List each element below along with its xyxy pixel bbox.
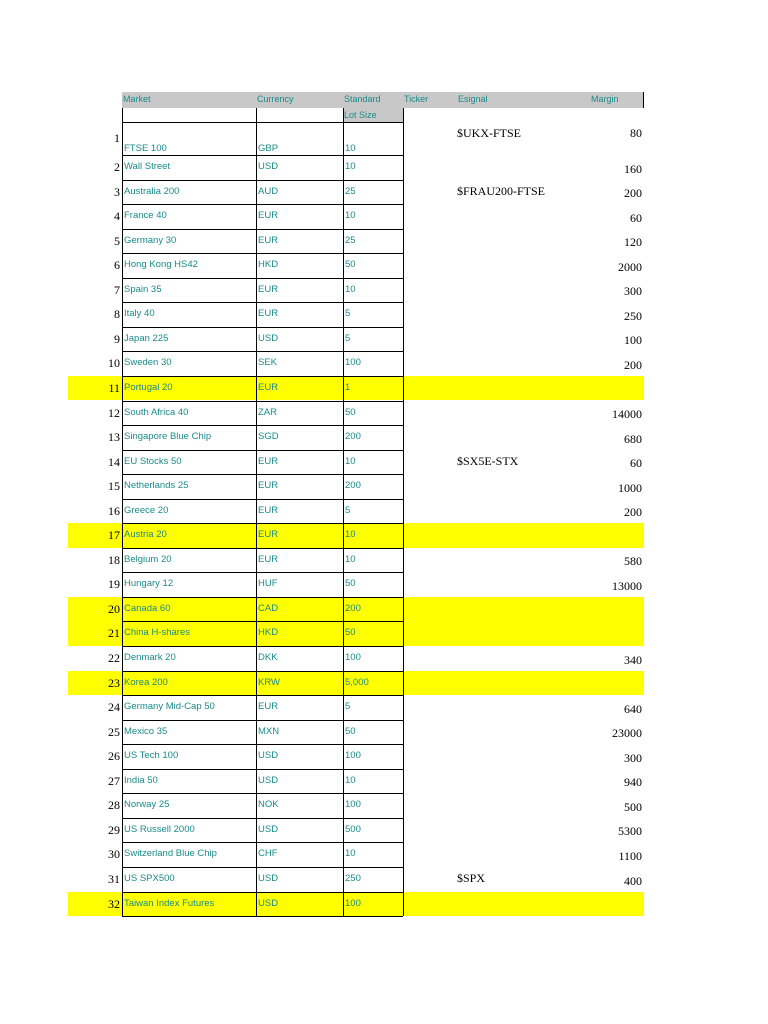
grid-horizontal-line (122, 499, 403, 500)
grid-horizontal-line (122, 425, 403, 426)
market-cell[interactable]: US Russell 2000 (124, 823, 195, 835)
market-cell[interactable]: Italy 40 (124, 308, 155, 320)
row-number[interactable]: 8 (114, 307, 120, 322)
grid-horizontal-line (122, 180, 403, 181)
currency-cell[interactable]: EUR (258, 553, 279, 565)
grid-horizontal-line (122, 842, 403, 843)
esignal-cell[interactable]: $FRAU200-FTSE (457, 183, 546, 198)
margin-cell[interactable]: 1000 (618, 480, 642, 495)
margin-cell[interactable]: 60 (630, 456, 642, 471)
currency-cell[interactable]: USD (258, 332, 279, 344)
market-cell[interactable]: Hungary 12 (124, 578, 174, 590)
grid-horizontal-line (122, 327, 403, 328)
lot-size-cell[interactable]: 10 (345, 161, 356, 172)
lot-size-cell[interactable]: 100 (345, 357, 361, 369)
row-number[interactable]: 17 (108, 528, 120, 543)
lot-size-cell[interactable]: 50 (345, 627, 356, 639)
market-cell[interactable]: Switzerland Blue Chip (124, 848, 217, 860)
grid-horizontal-line (122, 671, 403, 672)
row-number[interactable]: 2 (114, 160, 120, 174)
market-cell[interactable]: Portugal 20 (124, 381, 173, 393)
margin-cell[interactable]: 580 (624, 554, 642, 569)
market-cell[interactable]: India 50 (124, 774, 158, 786)
market-cell[interactable]: Austria 20 (124, 529, 167, 541)
row-number[interactable]: 13 (108, 430, 120, 445)
lot-size-cell[interactable]: 100 (345, 799, 361, 811)
row-number[interactable]: 24 (108, 700, 120, 715)
market-cell[interactable]: South Africa 40 (124, 406, 189, 418)
esignal-cell[interactable]: $SPX (457, 870, 486, 885)
lot-size-cell[interactable]: 10 (345, 848, 356, 860)
currency-cell[interactable]: EUR (258, 480, 279, 492)
market-cell[interactable]: EU Stocks 50 (124, 455, 182, 467)
lot-size-cell[interactable]: 500 (345, 823, 361, 835)
lot-size-cell[interactable]: 10 (345, 553, 356, 565)
market-cell[interactable]: Belgium 20 (124, 553, 172, 565)
row-number[interactable]: 21 (108, 626, 120, 641)
row-number[interactable]: 11 (108, 380, 120, 395)
esignal-cell[interactable]: $UKX-FTSE (457, 126, 522, 140)
grid-horizontal-line (122, 646, 403, 647)
market-cell[interactable]: Spain 35 (124, 283, 162, 295)
lot-size-cell[interactable]: 10 (345, 774, 356, 786)
currency-cell[interactable]: USD (258, 823, 279, 835)
row-number[interactable]: 9 (114, 331, 120, 346)
margin-cell[interactable]: 200 (624, 505, 642, 520)
market-cell[interactable]: Sweden 30 (124, 357, 172, 369)
margin-cell[interactable]: 300 (624, 750, 642, 765)
margin-cell[interactable]: 5300 (618, 824, 642, 839)
currency-cell[interactable]: GBP (258, 143, 279, 151)
row-number[interactable]: 23 (108, 675, 120, 690)
row-number[interactable]: 27 (108, 773, 120, 788)
row-number[interactable]: 18 (108, 552, 120, 567)
currency-cell[interactable]: HKD (258, 259, 279, 271)
lot-size-cell[interactable]: 5 (345, 308, 351, 320)
currency-cell[interactable]: EUR (258, 210, 279, 222)
margin-cell[interactable]: 640 (624, 701, 642, 716)
market-cell[interactable]: Japan 225 (124, 332, 169, 344)
lot-size-cell[interactable]: 200 (345, 602, 361, 614)
currency-cell[interactable]: HUF (258, 578, 278, 590)
grid-horizontal-line (122, 155, 403, 156)
lot-size-cell[interactable]: 25 (345, 185, 356, 197)
lot-size-cell[interactable]: 10 (345, 283, 356, 295)
row-number[interactable]: 15 (108, 479, 120, 494)
currency-cell[interactable]: EUR (258, 701, 279, 713)
market-cell[interactable]: Canada 60 (124, 602, 171, 614)
lot-size-cell[interactable]: 10 (345, 143, 356, 151)
margin-cell[interactable]: 14000 (612, 407, 642, 422)
lot-size-cell[interactable]: 1 (345, 381, 351, 393)
margin-cell[interactable]: 300 (624, 284, 642, 299)
row-number[interactable]: 30 (108, 847, 120, 862)
lot-size-cell[interactable]: 5 (345, 701, 351, 713)
row-number[interactable]: 32 (108, 896, 120, 911)
currency-cell[interactable]: KRW (258, 676, 280, 688)
market-cell[interactable]: Germany 30 (124, 234, 177, 246)
margin-cell[interactable]: 1100 (618, 848, 642, 863)
market-cell[interactable]: Mexico 35 (124, 725, 168, 737)
grid-horizontal-line (122, 474, 403, 475)
lot-size-cell[interactable]: 200 (345, 431, 361, 443)
lot-size-cell[interactable]: 50 (345, 406, 356, 418)
row-number[interactable]: 22 (108, 651, 120, 665)
market-cell[interactable]: Hong Kong HS42 (124, 259, 198, 271)
grid-horizontal-line (122, 867, 403, 868)
grid-horizontal-line (122, 621, 403, 622)
row-number[interactable]: 16 (108, 503, 120, 518)
currency-cell[interactable]: EUR (258, 455, 279, 467)
header-currency[interactable]: Currency (257, 94, 294, 104)
row-number[interactable]: 20 (108, 601, 120, 616)
currency-cell[interactable]: EUR (258, 529, 279, 541)
market-cell[interactable]: Korea 200 (124, 676, 168, 688)
market-cell[interactable]: US Tech 100 (124, 750, 179, 762)
grid-horizontal-line (122, 229, 403, 230)
header-market[interactable]: Market (123, 94, 151, 104)
currency-cell[interactable]: EUR (258, 283, 279, 295)
grid-horizontal-line (122, 744, 403, 745)
row-number[interactable]: 10 (108, 356, 120, 371)
currency-cell[interactable]: AUD (258, 185, 279, 197)
margin-cell[interactable]: 250 (624, 308, 642, 323)
currency-cell[interactable]: USD (258, 774, 279, 786)
currency-cell[interactable]: USD (258, 897, 279, 909)
grid-horizontal-line (122, 302, 403, 303)
currency-cell[interactable]: EUR (258, 308, 279, 320)
esignal-cell[interactable]: $SX5E-STX (457, 453, 519, 468)
margin-cell[interactable]: 13000 (612, 578, 642, 593)
currency-cell[interactable]: ZAR (258, 406, 277, 418)
lot-size-cell[interactable]: 100 (345, 652, 361, 663)
row-number[interactable]: 26 (108, 749, 120, 764)
currency-cell[interactable]: EUR (258, 504, 279, 516)
grid-horizontal-line (122, 818, 403, 819)
header-esignal[interactable]: Esignal (458, 94, 488, 104)
grid-horizontal-line (122, 548, 403, 549)
margin-cell[interactable]: 100 (624, 333, 642, 348)
grid-horizontal-line (122, 122, 403, 123)
grid-horizontal-line (122, 401, 403, 402)
currency-cell[interactable]: HKD (258, 627, 279, 639)
margin-cell[interactable]: 940 (624, 775, 642, 790)
margin-cell[interactable]: 2000 (618, 259, 642, 274)
currency-cell[interactable]: CAD (258, 602, 279, 614)
row-number[interactable]: 3 (114, 184, 120, 199)
margin-cell[interactable]: 400 (624, 873, 642, 888)
lot-size-cell[interactable]: 5 (345, 332, 351, 344)
row-number[interactable]: 19 (108, 577, 120, 592)
lot-size-cell[interactable]: 10 (345, 455, 356, 467)
grid-horizontal-line (122, 597, 403, 598)
row-number[interactable]: 29 (108, 822, 120, 837)
grid-horizontal-line (122, 793, 403, 794)
lot-size-cell[interactable]: 5 (345, 504, 351, 516)
margin-cell[interactable]: 680 (624, 431, 642, 446)
market-cell[interactable]: Germany Mid-Cap 50 (124, 701, 215, 713)
lot-size-cell[interactable]: 50 (345, 578, 356, 590)
market-cell[interactable]: FTSE 100 (124, 143, 167, 151)
market-cell[interactable]: China H-shares (124, 627, 190, 639)
header-standard[interactable]: Standard (344, 94, 381, 104)
grid-horizontal-line (122, 523, 403, 524)
header-lot-size[interactable]: Lot Size (343, 108, 403, 122)
grid-horizontal-line (122, 278, 403, 279)
currency-cell[interactable]: CHF (258, 848, 278, 860)
currency-cell[interactable]: SGD (258, 431, 279, 443)
header-margin[interactable]: Margin (591, 94, 619, 104)
market-cell[interactable]: Norway 25 (124, 799, 170, 811)
market-cell[interactable]: Taiwan Index Futures (124, 897, 215, 909)
grid-horizontal-line (122, 769, 403, 770)
market-cell[interactable]: Netherlands 25 (124, 480, 189, 492)
currency-cell[interactable]: DKK (258, 652, 278, 663)
lot-size-cell[interactable]: 25 (345, 234, 356, 246)
lot-size-cell[interactable]: 100 (345, 897, 361, 909)
margin-cell[interactable]: 340 (624, 652, 642, 667)
lot-size-cell[interactable]: 200 (345, 480, 361, 492)
margin-cell[interactable]: 60 (630, 210, 642, 225)
margin-cell[interactable]: 160 (624, 161, 642, 176)
grid-horizontal-line (122, 376, 403, 377)
market-cell[interactable]: Denmark 20 (124, 652, 176, 663)
market-cell[interactable]: Greece 20 (124, 504, 169, 516)
row-number[interactable]: 31 (108, 871, 120, 886)
market-cell[interactable]: Singapore Blue Chip (124, 431, 212, 443)
margin-cell[interactable]: 200 (624, 357, 642, 372)
header-ticker[interactable]: Ticker (404, 94, 429, 104)
lot-size-cell[interactable]: 250 (345, 872, 361, 884)
row-number[interactable]: 1 (114, 131, 120, 145)
market-cell[interactable]: US SPX500 (124, 872, 175, 884)
currency-cell[interactable]: NOK (258, 799, 279, 811)
market-cell[interactable]: France 40 (124, 210, 167, 222)
market-cell[interactable]: Australia 200 (124, 185, 180, 197)
header-right-border (643, 92, 644, 108)
lot-size-cell[interactable]: 10 (345, 529, 356, 541)
row-number[interactable]: 5 (114, 233, 120, 248)
row-number[interactable]: 6 (114, 258, 120, 273)
grid-horizontal-line (122, 916, 403, 917)
grid-horizontal-line (122, 695, 403, 696)
lot-size-cell[interactable]: 100 (345, 750, 361, 762)
lot-size-cell[interactable]: 50 (345, 725, 356, 737)
grid-horizontal-line (122, 892, 403, 893)
grid-horizontal-line (122, 351, 403, 352)
row-number[interactable]: 25 (108, 724, 120, 739)
margin-cell[interactable]: 23000 (612, 726, 642, 741)
lot-size-cell[interactable]: 5,000 (345, 676, 369, 688)
margin-cell[interactable]: 120 (624, 235, 642, 250)
currency-cell[interactable]: USD (258, 750, 279, 762)
margin-cell[interactable]: 200 (624, 186, 642, 201)
margin-cell[interactable]: 500 (624, 799, 642, 814)
row-number[interactable]: 12 (108, 405, 120, 420)
grid-horizontal-line (122, 450, 403, 451)
grid-vertical-line (403, 108, 404, 916)
row-number[interactable]: 14 (108, 454, 120, 469)
row-number[interactable]: 4 (114, 209, 120, 224)
currency-cell[interactable]: USD (258, 161, 279, 172)
lot-size-cell[interactable]: 50 (345, 259, 356, 271)
lot-size-cell[interactable]: 10 (345, 210, 356, 222)
grid-horizontal-line (122, 720, 403, 721)
currency-cell[interactable]: SEK (258, 357, 278, 369)
row-number[interactable]: 7 (114, 282, 120, 297)
currency-cell[interactable]: USD (258, 872, 279, 884)
currency-cell[interactable]: EUR (258, 381, 279, 393)
grid-horizontal-line (122, 204, 403, 205)
margin-cell[interactable]: 80 (630, 126, 642, 140)
row-number[interactable]: 28 (108, 798, 120, 813)
grid-horizontal-line (122, 253, 403, 254)
currency-cell[interactable]: MXN (258, 725, 280, 737)
grid-horizontal-line (122, 572, 403, 573)
currency-cell[interactable]: EUR (258, 234, 279, 246)
market-cell[interactable]: Wall Street (124, 161, 171, 172)
